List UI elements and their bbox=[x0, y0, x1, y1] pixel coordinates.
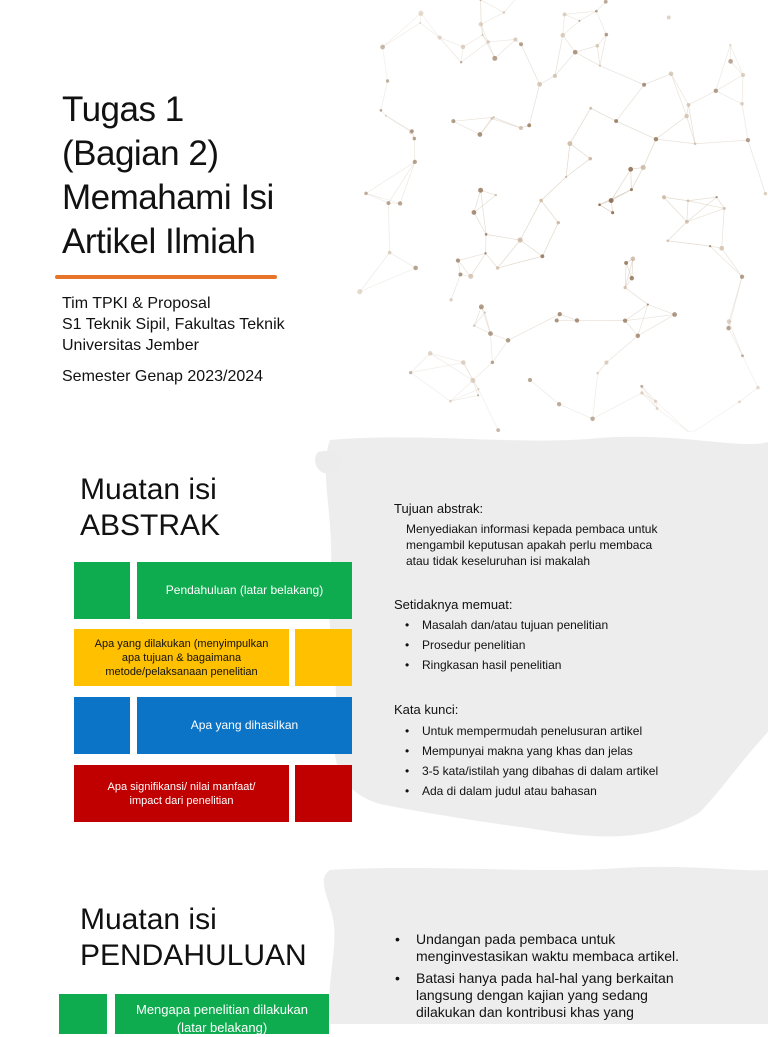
list-item bbox=[392, 931, 752, 965]
title-line: Muatan isi bbox=[80, 902, 307, 938]
list-item-line: • Batasi hanya pada hal-hal yang berkaitan bbox=[416, 970, 752, 987]
slide-subtitle bbox=[62, 293, 285, 356]
box-apa-yang-dihasilkan bbox=[137, 697, 352, 754]
memuat-heading: Setidaknya memuat: bbox=[394, 597, 513, 613]
tujuan-paragraph bbox=[406, 521, 706, 569]
list-item: • Ada di dalam judul atau bahasan bbox=[402, 781, 658, 801]
box-label-line: Mengapa penelitian dilakukan bbox=[136, 1001, 308, 1019]
list-item-line: langsung dengan kajian yang sedang bbox=[416, 987, 752, 1004]
title-line: PENDAHULUAN bbox=[80, 938, 307, 974]
box-label-line: (latar belakang) bbox=[136, 1019, 308, 1037]
slide-title bbox=[80, 902, 307, 974]
color-block-red bbox=[295, 765, 352, 822]
box-label: Apa yang dihasilkan bbox=[191, 718, 298, 733]
paragraph-line: mengambil keputusan apakah perlu membaca bbox=[406, 537, 706, 553]
box-mengapa-penelitian bbox=[115, 994, 329, 1034]
box-apa-signifikansi bbox=[74, 765, 289, 822]
list-item-line: • Undangan pada pembaca untuk bbox=[416, 931, 752, 948]
title-line: Artikel Ilmiah bbox=[62, 220, 322, 264]
title-line: Memahami Isi bbox=[62, 176, 322, 220]
list-item: • Mempunyai makna yang khas dan jelas bbox=[402, 741, 658, 761]
list-item: • Untuk mempermudah penelusuran artikel bbox=[402, 721, 658, 741]
subtitle-line: Tim TPKI & Proposal bbox=[62, 293, 285, 314]
color-block-yellow bbox=[295, 629, 352, 686]
abstrak-slide bbox=[0, 432, 768, 864]
kata-kunci-heading: Kata kunci: bbox=[394, 702, 458, 718]
subtitle-line: Universitas Jember bbox=[62, 335, 285, 356]
list-item: • 3-5 kata/istilah yang dibahas di dalam artikel bbox=[402, 761, 658, 781]
title-line: Muatan isi bbox=[80, 472, 220, 508]
slide-title bbox=[62, 88, 322, 264]
box-pendahuluan bbox=[137, 562, 352, 619]
pendahuluan-slide bbox=[0, 864, 768, 1024]
paragraph-line: atau tidak keseluruhan isi makalah bbox=[406, 553, 706, 569]
box-apa-yang-dilakukan bbox=[74, 629, 289, 686]
slide-title bbox=[80, 472, 220, 544]
semester-text: Semester Genap 2023/2024 bbox=[62, 366, 263, 387]
network-background-image bbox=[300, 0, 768, 432]
title-line: (Bagian 2) bbox=[62, 132, 322, 176]
box-label-line: metode/pelaksanaan penelitian bbox=[95, 665, 269, 679]
list-item: • Masalah dan/atau tujuan penelitian bbox=[402, 615, 608, 635]
box-label-line: apa tujuan & bagaimana bbox=[95, 651, 269, 665]
title-line: Tugas 1 bbox=[62, 88, 322, 132]
color-block-green bbox=[59, 994, 107, 1034]
title-line: ABSTRAK bbox=[80, 508, 220, 544]
memuat-list bbox=[402, 615, 608, 675]
list-item: • Prosedur penelitian bbox=[402, 635, 608, 655]
box-label: Pendahuluan (latar belakang) bbox=[166, 583, 323, 598]
tujuan-heading: Tujuan abstrak: bbox=[394, 501, 483, 517]
subtitle-line: S1 Teknik Sipil, Fakultas Teknik bbox=[62, 314, 285, 335]
paragraph-line: Menyediakan informasi kepada pembaca untuk bbox=[406, 521, 706, 537]
color-block-blue bbox=[74, 697, 130, 754]
list-item-line: dilakukan dan kontribusi khas yang bbox=[416, 1004, 752, 1021]
kata-kunci-list bbox=[402, 721, 658, 801]
title-slide bbox=[0, 0, 768, 432]
list-item: • Ringkasan hasil penelitian bbox=[402, 655, 608, 675]
title-underline bbox=[55, 275, 277, 279]
box-label-line: Apa yang dilakukan (menyimpulkan bbox=[95, 637, 269, 651]
list-item-line: menginvestasikan waktu membaca artikel. bbox=[416, 948, 752, 965]
box-label-line: impact dari penelitian bbox=[108, 794, 256, 808]
color-block-green bbox=[74, 562, 130, 619]
pendahuluan-list bbox=[392, 931, 752, 1026]
list-item bbox=[392, 970, 752, 1021]
box-label-line: Apa signifikansi/ nilai manfaat/ bbox=[108, 780, 256, 794]
